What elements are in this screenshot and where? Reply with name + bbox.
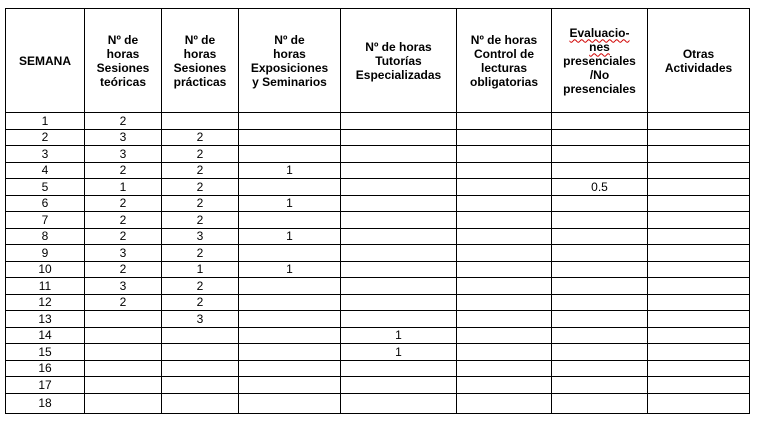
hours-cell [85, 377, 162, 394]
hours-cell: 1 [239, 162, 341, 179]
hours-cell [552, 311, 648, 328]
hours-cell: 3 [85, 278, 162, 295]
hours-cell [162, 360, 239, 377]
hours-cell: 2 [85, 195, 162, 212]
hours-cell [457, 212, 552, 229]
hours-cell [457, 261, 552, 278]
hours-cell: 2 [162, 162, 239, 179]
hours-cell: 1 [239, 228, 341, 245]
hours-cell [648, 212, 750, 229]
hours-cell [239, 212, 341, 229]
hours-cell: 2 [85, 294, 162, 311]
hours-cell [648, 377, 750, 394]
hours-cell [648, 360, 750, 377]
hours-cell [552, 245, 648, 262]
hours-cell: 2 [162, 278, 239, 295]
hours-cell [552, 393, 648, 413]
hours-cell [648, 311, 750, 328]
hours-cell [162, 113, 239, 130]
hours-cell: 2 [85, 212, 162, 229]
hours-cell: 1 [239, 195, 341, 212]
hours-cell [648, 245, 750, 262]
hours-cell: 3 [85, 245, 162, 262]
hours-cell [341, 179, 457, 196]
table-row [6, 245, 750, 262]
hours-cell [648, 294, 750, 311]
table-row [6, 294, 750, 311]
week-cell: 14 [6, 327, 85, 344]
table-body [6, 113, 750, 414]
hours-cell [648, 146, 750, 163]
hours-cell [162, 377, 239, 394]
hours-cell: 2 [85, 113, 162, 130]
hours-cell: 2 [162, 245, 239, 262]
schedule-table [5, 8, 750, 414]
hours-cell [552, 146, 648, 163]
hours-cell [648, 228, 750, 245]
table-row [6, 129, 750, 146]
hours-cell: 2 [162, 195, 239, 212]
hours-cell: 2 [162, 294, 239, 311]
hours-cell [341, 311, 457, 328]
hours-cell [552, 294, 648, 311]
table-row [6, 377, 750, 394]
hours-cell [341, 195, 457, 212]
column-header: Nº de horas Control de lecturas obligatorias [457, 9, 552, 113]
hours-cell [457, 228, 552, 245]
hours-cell [648, 195, 750, 212]
week-cell: 10 [6, 261, 85, 278]
hours-cell [85, 311, 162, 328]
hours-cell [457, 179, 552, 196]
hours-cell [239, 393, 341, 413]
hours-cell: 1 [341, 344, 457, 361]
hours-cell [162, 344, 239, 361]
table-row [6, 278, 750, 295]
hours-cell [239, 278, 341, 295]
table-row [6, 344, 750, 361]
column-header: Nº de horas Sesiones teóricas [85, 9, 162, 113]
hours-cell [341, 228, 457, 245]
hours-cell [341, 294, 457, 311]
hours-cell [239, 179, 341, 196]
week-cell: 8 [6, 228, 85, 245]
table-row [6, 393, 750, 413]
hours-cell [457, 377, 552, 394]
hours-cell [648, 278, 750, 295]
table-row [6, 179, 750, 196]
hours-cell: 1 [162, 261, 239, 278]
week-cell: 13 [6, 311, 85, 328]
column-header: Otras Actividades [648, 9, 750, 113]
hours-cell: 2 [162, 129, 239, 146]
hours-cell [457, 360, 552, 377]
hours-cell: 3 [85, 129, 162, 146]
hours-cell [457, 327, 552, 344]
hours-cell [85, 360, 162, 377]
table-row [6, 195, 750, 212]
week-cell: 1 [6, 113, 85, 130]
hours-cell [457, 311, 552, 328]
hours-cell [552, 228, 648, 245]
week-cell: 4 [6, 162, 85, 179]
hours-cell [239, 245, 341, 262]
hours-cell [648, 393, 750, 413]
hours-cell: 3 [162, 228, 239, 245]
hours-cell [552, 129, 648, 146]
week-cell: 3 [6, 146, 85, 163]
hours-cell: 3 [162, 311, 239, 328]
hours-cell [648, 129, 750, 146]
hours-cell [162, 393, 239, 413]
week-cell: 12 [6, 294, 85, 311]
hours-cell [552, 377, 648, 394]
hours-cell: 3 [85, 146, 162, 163]
hours-cell [239, 327, 341, 344]
table-row [6, 146, 750, 163]
hours-cell [552, 327, 648, 344]
table-row [6, 311, 750, 328]
hours-cell [239, 294, 341, 311]
hours-cell [457, 129, 552, 146]
table-row [6, 212, 750, 229]
hours-cell [457, 113, 552, 130]
hours-cell [457, 278, 552, 295]
hours-cell [341, 212, 457, 229]
table-row [6, 327, 750, 344]
week-cell: 18 [6, 393, 85, 413]
hours-cell: 2 [85, 261, 162, 278]
hours-cell [341, 360, 457, 377]
hours-cell [162, 327, 239, 344]
hours-cell [552, 344, 648, 361]
hours-cell [239, 344, 341, 361]
table-row [6, 261, 750, 278]
hours-cell [239, 360, 341, 377]
hours-cell [457, 344, 552, 361]
hours-cell [341, 129, 457, 146]
week-cell: 17 [6, 377, 85, 394]
week-cell: 7 [6, 212, 85, 229]
week-cell: 11 [6, 278, 85, 295]
hours-cell [341, 162, 457, 179]
hours-cell [457, 294, 552, 311]
hours-cell: 2 [162, 146, 239, 163]
hours-cell [341, 278, 457, 295]
hours-cell [552, 212, 648, 229]
hours-cell [457, 245, 552, 262]
hours-cell [552, 162, 648, 179]
hours-cell [341, 261, 457, 278]
hours-cell [457, 146, 552, 163]
hours-cell: 1 [239, 261, 341, 278]
table-row [6, 228, 750, 245]
hours-cell [552, 360, 648, 377]
hours-cell: 1 [85, 179, 162, 196]
hours-cell [552, 195, 648, 212]
hours-cell [648, 179, 750, 196]
column-header: Evaluacio- nes presenciales /No presenciales [552, 9, 648, 113]
column-header: SEMANA [6, 9, 85, 113]
week-cell: 5 [6, 179, 85, 196]
hours-cell [648, 113, 750, 130]
hours-cell [457, 162, 552, 179]
hours-cell [552, 261, 648, 278]
column-header: Nº de horas Exposiciones y Seminarios [239, 9, 341, 113]
hours-cell [341, 377, 457, 394]
hours-cell: 0.5 [552, 179, 648, 196]
hours-cell: 1 [341, 327, 457, 344]
table-row [6, 360, 750, 377]
week-cell: 6 [6, 195, 85, 212]
hours-cell: 2 [162, 212, 239, 229]
hours-cell [239, 113, 341, 130]
hours-cell [85, 393, 162, 413]
week-cell: 15 [6, 344, 85, 361]
hours-cell [552, 278, 648, 295]
week-cell: 16 [6, 360, 85, 377]
week-cell: 9 [6, 245, 85, 262]
hours-cell: 2 [85, 162, 162, 179]
header-row [6, 9, 750, 113]
column-header: Nº de horas Tutorías Especializadas [341, 9, 457, 113]
hours-cell [239, 146, 341, 163]
hours-cell [341, 146, 457, 163]
hours-cell [648, 162, 750, 179]
table-row [6, 113, 750, 130]
hours-cell [85, 344, 162, 361]
hours-cell [239, 377, 341, 394]
hours-cell [341, 113, 457, 130]
table-row [6, 162, 750, 179]
hours-cell [552, 113, 648, 130]
hours-cell [341, 245, 457, 262]
hours-cell [457, 393, 552, 413]
hours-cell [648, 344, 750, 361]
hours-cell [239, 129, 341, 146]
column-header: Nº de horas Sesiones prácticas [162, 9, 239, 113]
hours-cell [457, 195, 552, 212]
week-cell: 2 [6, 129, 85, 146]
hours-cell [648, 327, 750, 344]
hours-cell [85, 327, 162, 344]
hours-cell [341, 393, 457, 413]
hours-cell [239, 311, 341, 328]
hours-cell [648, 261, 750, 278]
hours-cell: 2 [85, 228, 162, 245]
hours-cell: 2 [162, 179, 239, 196]
